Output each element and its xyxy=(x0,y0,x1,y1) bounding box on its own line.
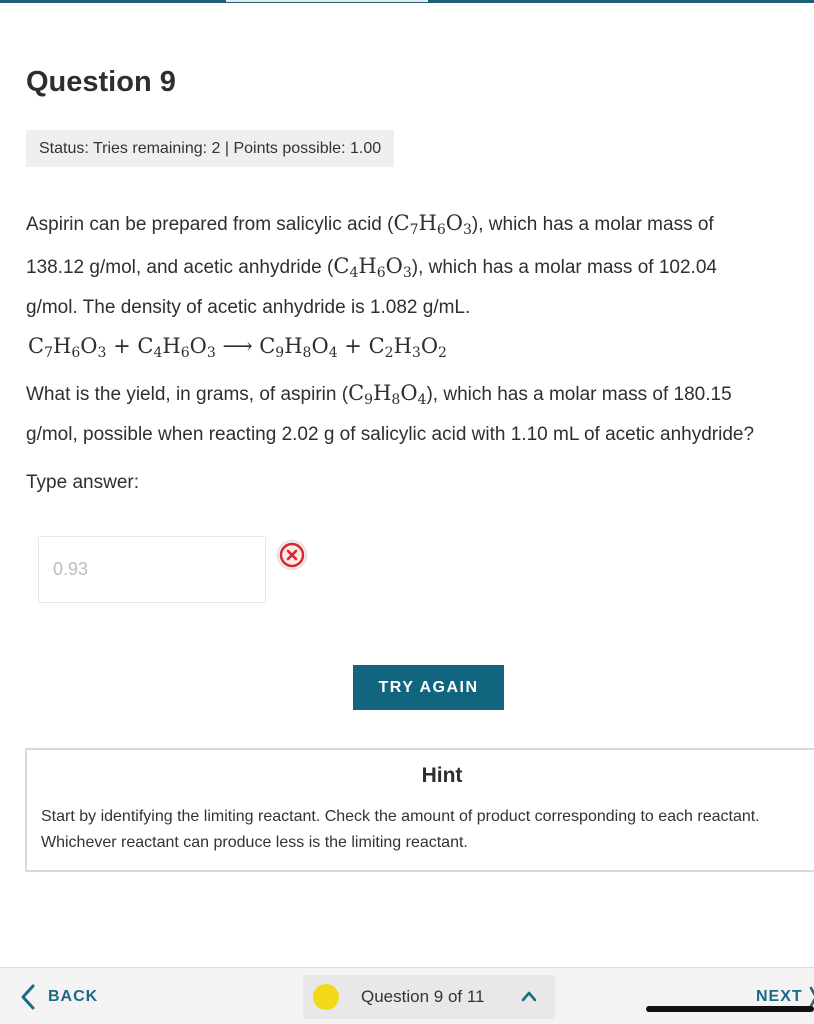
reaction-arrow: ⟶ xyxy=(222,334,253,358)
next-label: NEXT xyxy=(756,988,803,1005)
question-text-line-2 xyxy=(26,246,812,288)
text-fragment: ), which has a molar mass of 180.15 xyxy=(426,384,732,405)
back-button[interactable] xyxy=(20,984,98,1010)
bottom-navigation-bar xyxy=(0,967,814,1024)
question-text-line-5: g/mol, possible when reacting 2.02 g of salicylic acid with 1.10 mL of acetic anhydride? xyxy=(26,424,755,445)
answer-input[interactable] xyxy=(39,537,265,602)
plus-sign: + xyxy=(113,334,131,358)
chevron-right-icon xyxy=(809,986,814,1008)
answer-field-container xyxy=(38,536,266,603)
question-progress-label: Question 9 of 11 xyxy=(361,987,485,1006)
back-label: BACK xyxy=(48,988,99,1005)
reaction-equation: $C_7H_6O_3 + C_4H_6O_3$ ⟶ $C_9H_8O_4 + C_2H_3O_2$ xyxy=(28,334,447,361)
top-tab-indicator xyxy=(226,0,428,2)
answer-label: Type answer: xyxy=(26,472,139,493)
status-badge: Status: Tries remaining: 2 | Points possible: 1.00 xyxy=(26,130,394,167)
text-fragment: ), which has a molar mass of 102.04 xyxy=(411,257,717,278)
question-text-line-4 xyxy=(26,373,812,415)
error-x-icon xyxy=(276,539,308,571)
try-again-button[interactable]: TRY AGAIN xyxy=(353,665,504,710)
chevron-up-icon xyxy=(521,990,537,1002)
text-fragment: ), which has a molar mass of xyxy=(471,214,714,235)
question-text-line-1 xyxy=(26,203,812,245)
question-text-line-3: g/mol. The density of acetic anhydride is 1.082 g/mL. xyxy=(26,297,471,318)
hint-panel xyxy=(25,748,814,872)
hint-text: Start by identifying the limiting reactant. Check the amount of product corresponding to each reactant. Whichever reactant can produce less is the limiting reactant. xyxy=(41,808,760,851)
home-indicator xyxy=(646,1006,814,1012)
formula-aspirin: $C_9H_8O_4$ xyxy=(348,381,427,408)
text-fragment: 138.12 g/mol, and acetic anhydride ( xyxy=(26,257,334,278)
plus-sign: + xyxy=(344,334,362,358)
text-fragment: What is the yield, in grams, of aspirin ( xyxy=(26,384,349,405)
chevron-left-icon xyxy=(20,984,36,1010)
formula-salicylic-acid: $C_7H_6O_3$ xyxy=(393,211,472,238)
hint-title: Hint xyxy=(421,764,463,787)
question-navigator[interactable] xyxy=(303,975,555,1019)
formula-acetic-anhydride: $C_4H_6O_3$ xyxy=(333,254,412,281)
text-fragment: Aspirin can be prepared from salicylic acid ( xyxy=(26,214,394,235)
question-title: Question 9 xyxy=(26,66,176,98)
question-status-dot xyxy=(313,984,339,1010)
